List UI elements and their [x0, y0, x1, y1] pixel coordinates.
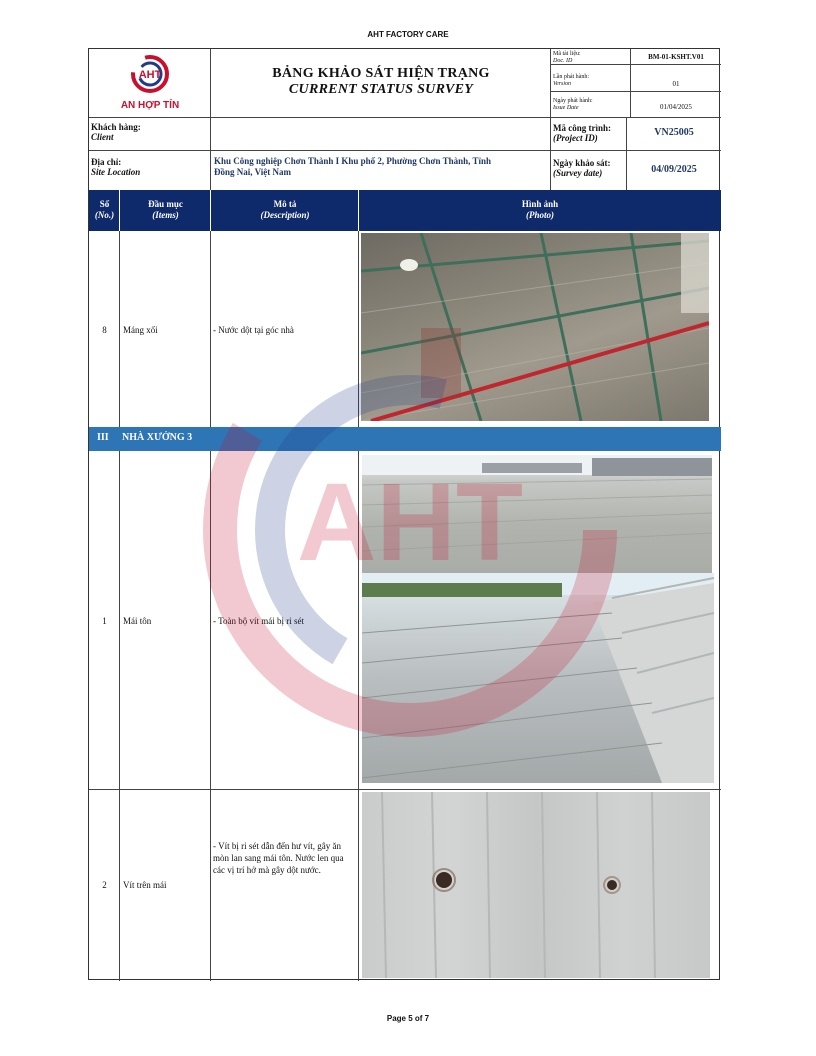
- survey-date-label: Ngày khảo sát: (Survey date): [553, 158, 611, 178]
- issue-date-value: 01/04/2025: [660, 103, 692, 111]
- photo-rusted-roof-screws: [362, 792, 710, 978]
- company-logo: [89, 49, 211, 117]
- logo-mark-text: AHT: [138, 69, 162, 81]
- project-id-label: Mã công trình: (Project ID): [553, 123, 611, 143]
- watermark-text: AHT: [296, 461, 524, 584]
- document-title-vi: BẢNG KHẢO SÁT HIỆN TRẠNG: [272, 66, 490, 81]
- row-item: Mái tôn: [123, 616, 152, 626]
- col-photo-header: Hình ảnh (Photo): [521, 199, 559, 220]
- document-top-label: AHT FACTORY CARE: [367, 30, 449, 39]
- section-title: NHÀ XƯỞNG 3: [122, 432, 193, 443]
- company-name: AN HỢP TÍN: [120, 100, 180, 111]
- row-description: - Toàn bộ vít mái bị ri sét: [213, 616, 304, 626]
- col-no-header: Số (No.): [94, 199, 115, 220]
- photo-roof-rusted-screws: [362, 573, 714, 783]
- document-title-en: CURRENT STATUS SURVEY: [288, 82, 474, 97]
- row-no: 2: [102, 880, 107, 890]
- aht-logo-icon: [89, 49, 211, 117]
- version-value: 01: [672, 80, 680, 88]
- survey-date-value: 04/09/2025: [651, 164, 697, 175]
- site-location-value: Khu Công nghiệp Chơn Thành I Khu phố 2, Phường Chơn Thành, Tỉnh Đồng Nai, Việt Nam: [214, 156, 491, 177]
- table-header: [89, 190, 721, 231]
- row-item: Máng xối: [123, 325, 158, 335]
- doc-id-label: Mã tài liệu: Doc. ID: [553, 51, 581, 64]
- col-item-header: Đầu mục (Items): [148, 199, 183, 220]
- document-title-block: [211, 49, 551, 117]
- doc-id-value: BM-01-KSHT.V01: [648, 53, 704, 61]
- row-no: 1: [102, 616, 107, 626]
- photo-roof-overview: [362, 455, 712, 573]
- row-description: - Vít bị ri sét dẫn đến hư vít, gây ăn mòn lan sang mái tôn. Nước len qua các vị trí hở mà gây dột nước.: [213, 841, 344, 875]
- row-no: 8: [102, 325, 107, 335]
- issue-date-label: Ngày phát hành: Issue Date: [553, 98, 593, 111]
- project-id-value: VN25005: [654, 127, 694, 138]
- section-number: III: [97, 432, 109, 443]
- row-description: - Nước dột tại góc nhà: [213, 325, 294, 335]
- site-location-label: Địa chỉ: Site Location: [91, 157, 141, 177]
- photo-gutter-leak: [361, 233, 709, 421]
- section-header: [89, 427, 721, 451]
- col-desc-header: Mô tả (Description): [260, 199, 310, 220]
- client-label: Khách hàng: Client: [91, 122, 141, 142]
- version-label: Lần phát hành: Version: [553, 74, 589, 87]
- row-item: Vít trên mái: [123, 880, 167, 890]
- page-number: Page 5 of 7: [386, 1014, 430, 1023]
- client-value: [211, 119, 550, 127]
- survey-sheet: [88, 48, 720, 980]
